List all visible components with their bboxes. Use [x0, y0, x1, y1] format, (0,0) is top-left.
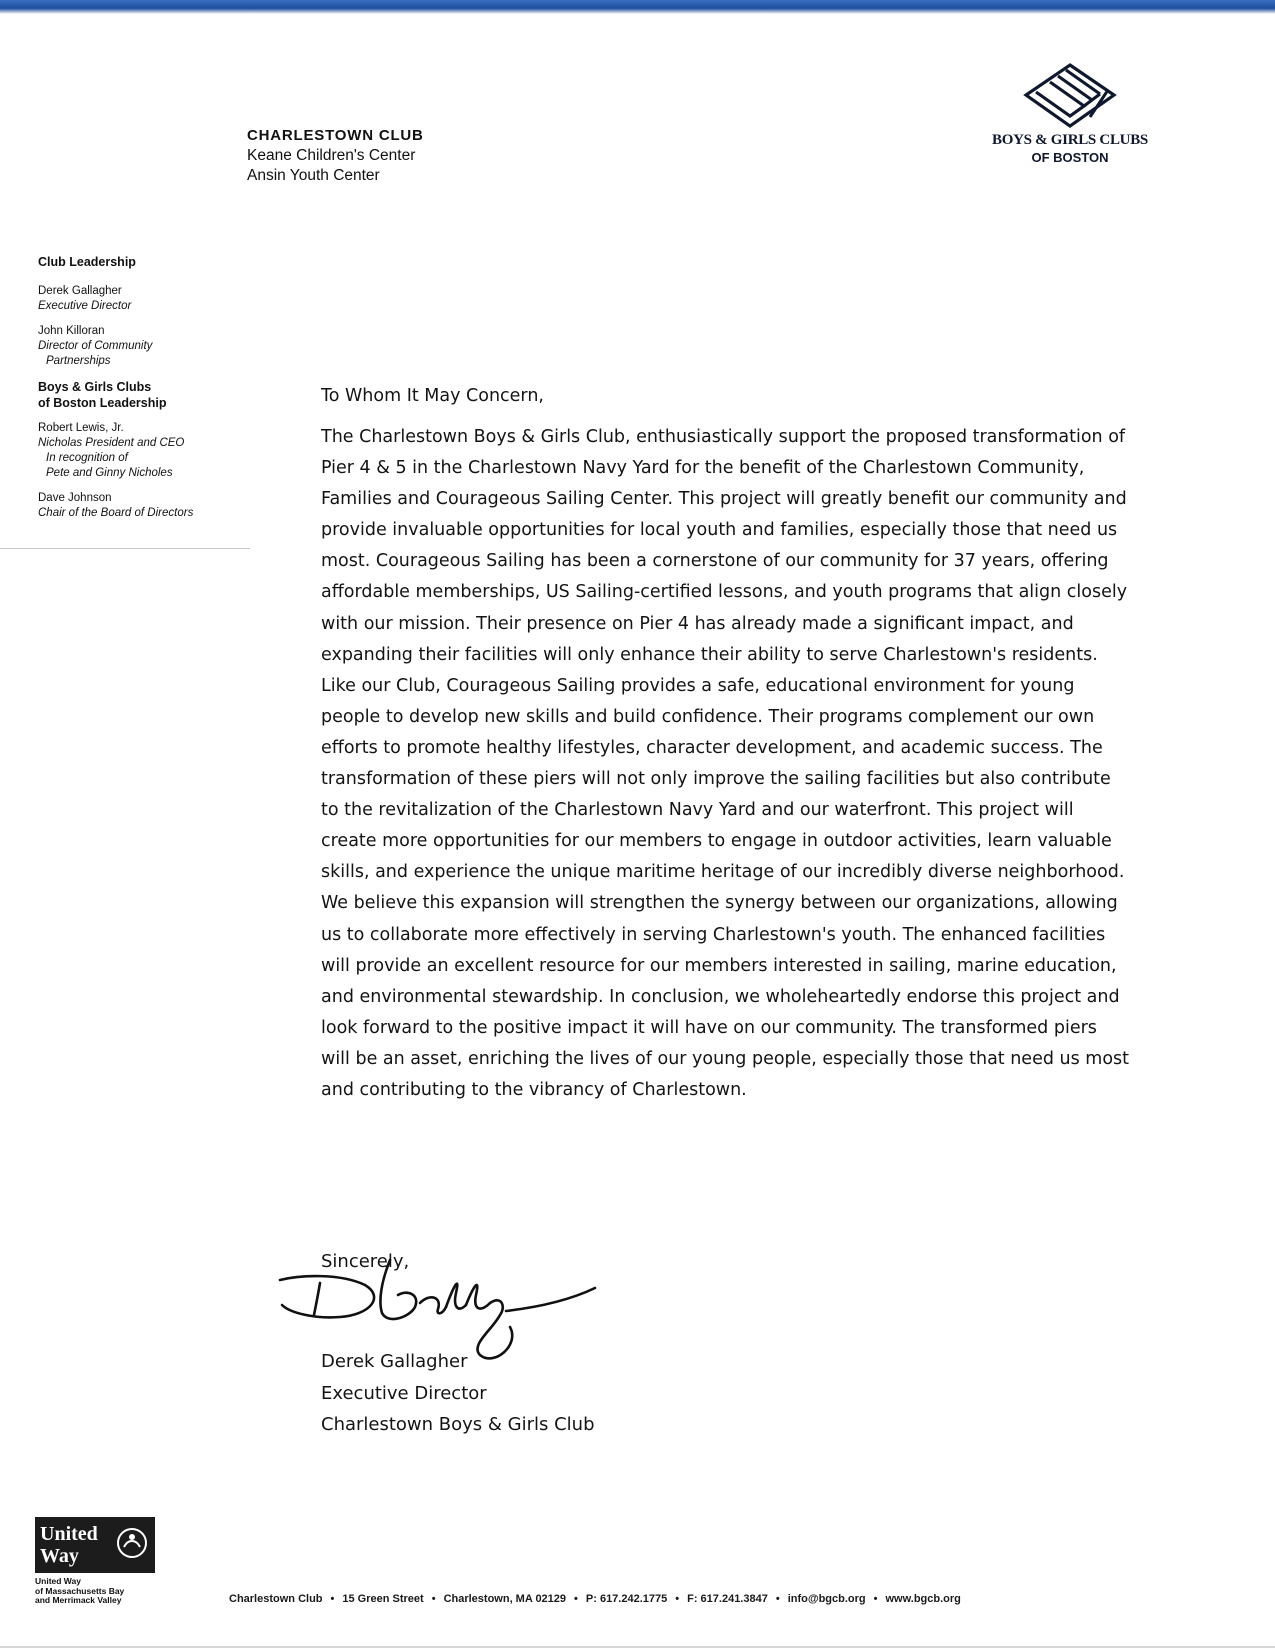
footer-website[interactable]: www.bgcb.org: [885, 1593, 961, 1605]
signer-title: Executive Director: [321, 1382, 487, 1404]
leader-title-cont: In recognition of: [46, 452, 128, 464]
boston-leadership-heading: [38, 379, 268, 411]
leader-entry: [38, 421, 268, 481]
footer-club: Charlestown Club: [229, 1593, 323, 1605]
uw-wordmark-line-2: Way: [40, 1545, 79, 1567]
salutation: To Whom It May Concern,: [321, 386, 544, 406]
sidebar-heading: Club Leadership: [38, 255, 136, 269]
leadership-sidebar: [38, 255, 268, 531]
top-color-stripe: [0, 0, 1275, 14]
united-way-caption: [35, 1577, 155, 1606]
leader-name: John Killoran: [38, 325, 105, 337]
uw-caption-line-1: United Way: [35, 1576, 81, 1586]
united-way-hand-icon: [115, 1523, 149, 1567]
footer-separator: •: [873, 1593, 878, 1605]
boston-heading-line-1: Boys & Girls Clubs: [38, 380, 152, 394]
footer-phone: P: 617.242.1775: [585, 1593, 668, 1605]
uw-wordmark-line-1: United: [40, 1523, 98, 1545]
leader-title-cont: Partnerships: [46, 355, 111, 367]
leader-name: Dave Johnson: [38, 492, 112, 504]
bgcb-logo: [985, 62, 1155, 165]
logo-line-2: OF BOSTON: [1031, 150, 1109, 165]
signer-name: Derek Gallagher: [321, 1351, 468, 1372]
logo-line-1: BOYS & GIRLS CLUBS: [992, 132, 1148, 148]
closing: Sincerely,: [321, 1251, 410, 1272]
footer-fax: F: 617.241.3847: [687, 1593, 768, 1605]
leader-title-cont: Pete and Ginny Nicholes: [46, 467, 173, 479]
leader-name: Robert Lewis, Jr.: [38, 422, 124, 434]
footer-contact: [229, 1593, 961, 1605]
bgcb-diamond-icon: [1020, 62, 1120, 130]
sidebar-divider: [0, 548, 250, 549]
leader-title: Executive Director: [38, 300, 132, 312]
bottom-edge: [0, 1646, 1275, 1648]
leader-name: Derek Gallagher: [38, 285, 122, 297]
signature-block: [321, 1346, 595, 1441]
footer-city: Charlestown, MA 02129: [443, 1593, 567, 1605]
footer-separator: •: [431, 1593, 436, 1605]
leader-title: Nicholas President and CEO: [38, 437, 185, 449]
club-header: [247, 126, 424, 186]
footer-email[interactable]: info@bgcb.org: [787, 1593, 866, 1605]
leader-title: Chair of the Board of Directors: [38, 507, 194, 519]
footer-separator: •: [574, 1593, 578, 1605]
footer-separator: •: [775, 1593, 780, 1605]
footer-street: 15 Green Street: [342, 1593, 424, 1605]
uw-caption-line-2: of Massachusetts Bay: [35, 1585, 125, 1596]
leader-entry: [38, 324, 268, 369]
leader-title: Director of Community: [38, 340, 153, 352]
center-name-2: Ansin Youth Center: [247, 167, 380, 184]
signer-org: Charlestown Boys & Girls Club: [321, 1414, 595, 1435]
boston-heading-line-2: of Boston Leadership: [38, 396, 167, 410]
united-way-logo: [35, 1517, 155, 1606]
leader-entry: [38, 491, 268, 521]
united-way-wordmark: [40, 1523, 98, 1567]
letter-paragraph: The Charlestown Boys & Girls Club, enthusiastically support the proposed transformation of Pier 4 & 5 in the Charlestown Navy Yard for the benefit of the Charlestown Community, Families and Courageous Sailing Center. This project will greatly benefit our community and provide invaluable opportunities for local youth and families, especially those that need us most. Courageous Sailing has been a cornerstone of our community for 37 years, offering affordable memberships, US Sailing-certified lessons, and youth programs that align closely with our mission. Their presence on Pier 4 has already made a significant impact, and expanding their facilities will only enhance their ability to serve Charlestown's residents. Like our Club, Courageous Sailing provides a safe, educational environment for young people to develop new skills and build confidence. Their programs complement our own efforts to promote healthy lifestyles, character development, and academic success. The transformation of these piers will not only improve the sailing facilities but also contribute to the revitalization of the Charlestown Navy Yard and our waterfront. This project will create more opportunities for our members to engage in outdoor activities, learn valuable skills, and experience the unique maritime heritage of our incredibly diverse neighborhood. We believe this expansion will strengthen the synergy between our organizations, allowing us to collaborate more effectively in serving Charlestown's youth. The enhanced facilities will provide an excellent resource for our members interested in sailing, marine education, and environmental stewardship. In conclusion, we wholeheartedly endorse this project and look forward to the positive impact it will have on our community. The transformed piers will be an asset, enriching the lives of our young people, especially those that need us most and contributing to the vibrancy of Charlestown.: [321, 427, 1130, 1100]
club-name: CHARLESTOWN CLUB: [247, 127, 424, 144]
letter-body: [321, 381, 1131, 1106]
footer-separator: •: [330, 1593, 335, 1605]
leader-entry: [38, 284, 268, 314]
center-name-1: Keane Children's Center: [247, 147, 416, 164]
united-way-badge: [35, 1517, 155, 1573]
footer-separator: •: [675, 1593, 680, 1605]
uw-caption-line-3: and Merrimack Valley: [35, 1595, 122, 1605]
